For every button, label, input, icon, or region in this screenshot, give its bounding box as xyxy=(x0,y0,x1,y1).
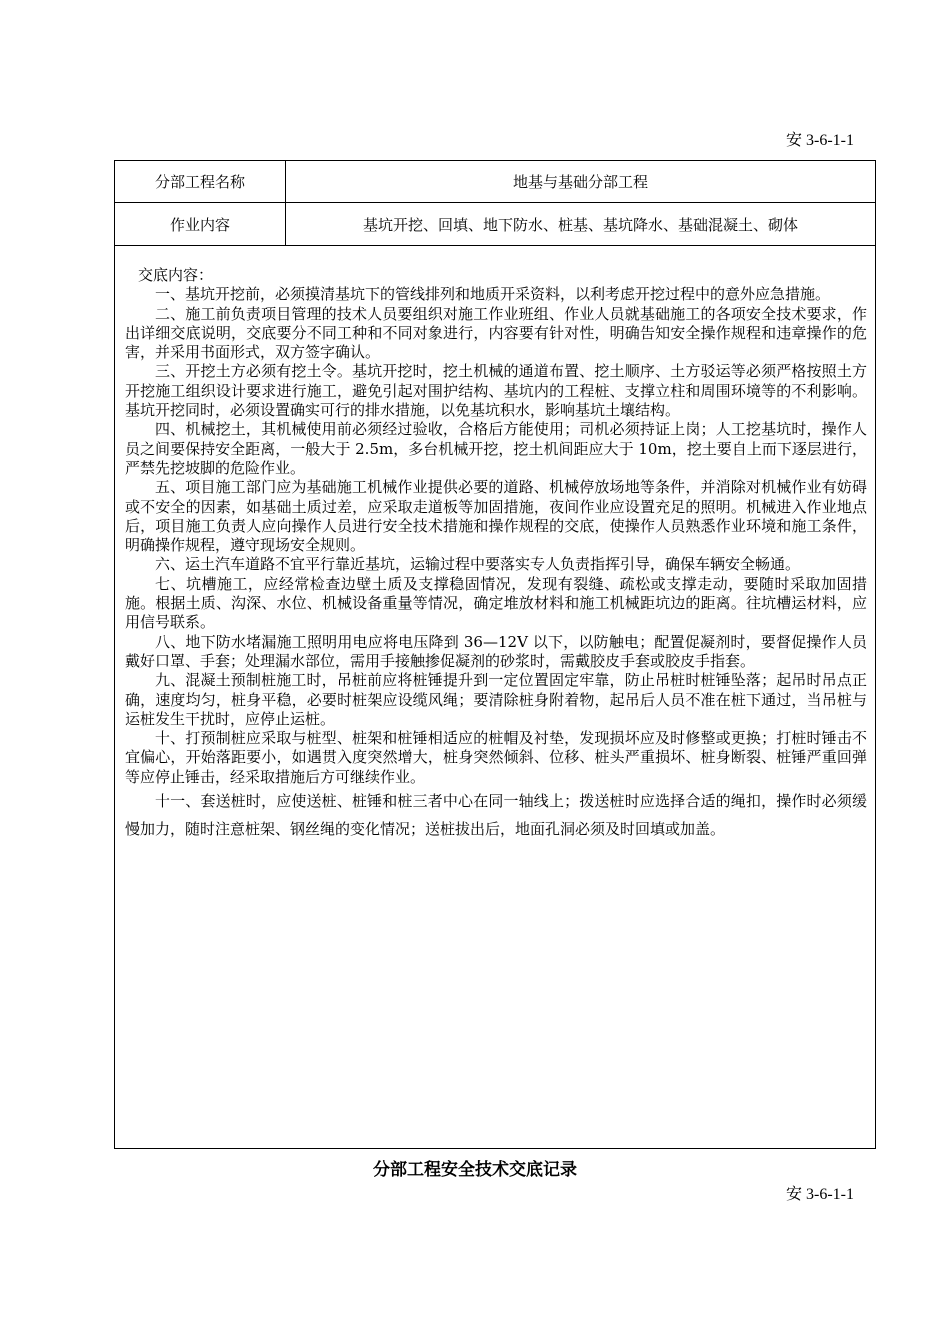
content-body xyxy=(115,246,875,843)
content-intro: 交底内容： xyxy=(138,266,214,284)
doc-code-bottom: 安 3-6-1-1 xyxy=(786,1186,854,1203)
paragraph: 五、项目施工部门应为基础施工机械作业提供必要的道路、机械停放场地等条件，并消除对机械作业有妨碍或不安全的因素，如基础土质过差，应采取走道板等加固措施，夜间作业应设置充足的照明。机械进入作业地点后，项目施工负责人应向操作人员进行安全技术措施和操作规程的交底，使操作人员熟悉作业环境和施工条件，明确操作规程，遵守现场安全规则。 xyxy=(125,478,867,555)
paragraph: 二、施工前负责项目管理的技术人员要组织对施工作业班组、作业人员就基础施工的各项安全技术要求，作出详细交底说明，交底要分不同工种和不同对象进行，内容要有针对性，明确告知安全操作规程和违章操作的危害，并采用书面形式，双方签字确认。 xyxy=(125,304,867,362)
content-cell xyxy=(115,246,876,1149)
paragraph: 六、运土汽车道路不宜平行靠近基坑，运输过程中要落实专人负责指挥引导，确保车辆安全畅通。 xyxy=(155,555,801,574)
project-row xyxy=(115,161,876,203)
work-label: 作业内容 xyxy=(115,203,286,246)
disclosure-form-table xyxy=(114,160,876,1149)
doc-code-top: 安 3-6-1-1 xyxy=(786,132,854,149)
paragraph: 四、机械挖土，其机械使用前必须经过验收，合格后方能使用；司机必须持证上岗；人工挖基坑时，操作人员之间要保持安全距离，一般大于 2.5m，多台机械开挖，挖土机间距应大于 10m，挖土要自上而下逐层进行，严禁先挖坡脚的危险作业。 xyxy=(125,420,867,477)
paragraph: 八、地下防水堵漏施工照明用电应将电压降到 36—12V 以下，以防触电；配置促凝剂时，要督促操作人员戴好口罩、手套；处理漏水部位，需用手接触掺促凝剂的砂浆时，需戴胶皮手套或胶皮手指套。 xyxy=(125,632,867,670)
project-label: 分部工程名称 xyxy=(115,161,286,203)
project-value: 地基与基础分部工程 xyxy=(286,161,876,203)
footer-title: 分部工程安全技术交底记录 xyxy=(373,1160,577,1180)
paragraph: 九、混凝土预制桩施工时，吊桩前应将桩锤提升到一定位置固定牢靠，防止吊桩时桩锤坠落；起吊时吊点正确，速度均匀，桩身平稳，必要时桩架应设缆风绳；要清除桩身附着物，起吊后人员不准在桩下通过，当吊桩与运桩发生干扰时，应停止运桩。 xyxy=(125,671,867,728)
content-row xyxy=(115,246,876,1149)
work-row xyxy=(115,203,876,246)
paragraph: 十、打预制桩应采取与桩型、桩架和桩锤相适应的桩帽及衬垫，发现损坏应及时修整或更换；打桩时锤击不宜偏心，开始落距要小，如遇贯入度突然增大，桩身突然倾斜、位移、桩头严重损坏、桩身断裂、桩锤严重回弹等应停止锤击，经采取措施后方可继续作业。 xyxy=(125,729,867,786)
paragraph: 三、开挖土方必须有挖土令。基坑开挖时，挖土机械的通道布置、挖土顺序、土方驳运等必须严格按照土方开挖施工组织设计要求进行施工，避免引起对围护结构、基坑内的工程桩、支撑立柱和周围环境等的不利影响。基坑开挖同时，必须设置确实可行的排水措施，以免基坑积水，影响基坑土壤结构。 xyxy=(125,362,867,420)
work-value: 基坑开挖、回填、地下防水、桩基、基坑降水、基础混凝土、砌体 xyxy=(286,203,876,246)
paragraph: 七、坑槽施工，应经常检查边壁土质及支撑稳固情况，发现有裂缝、疏松或支撑走动，要随时采取加固措施。根据土质、沟深、水位、机械设备重量等情况，确定堆放材料和施工机械距坑边的距离。往坑槽运材料，应用信号联系。 xyxy=(125,574,867,632)
paragraph: 十一、套送桩时，应使送桩、桩锤和桩三者中心在同一轴线上；拨送桩时应选择合适的绳扣，操作时必须缓慢加力，随时注意桩架、钢丝绳的变化情况；送桩拔出后，地面孔洞必须及时回填或加盖。 xyxy=(125,792,867,839)
paragraph: 一、基坑开挖前，必须摸清基坑下的管线排列和地质开采资料，以利考虑开挖过程中的意外应急措施。 xyxy=(155,285,831,304)
